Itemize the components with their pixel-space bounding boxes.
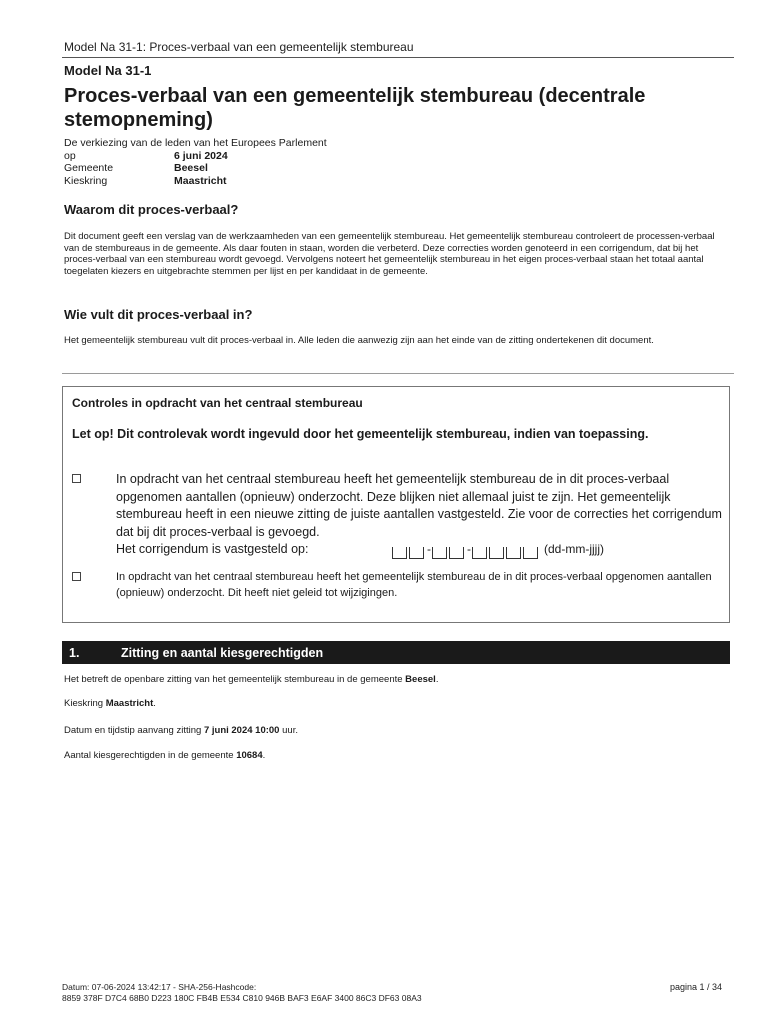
- municipality-value: Beesel: [405, 674, 436, 685]
- model-label: Model Na 31-1: [64, 63, 152, 78]
- kieskring-line: [64, 698, 156, 709]
- page-title: Proces-verbaal van een gemeentelijk stembureau (decentrale stemopneming): [64, 85, 646, 131]
- kieskring-value: Maastricht: [105, 698, 154, 709]
- running-header: Model Na 31-1: Proces-verbaal van een gemeentelijk stembureau: [64, 40, 414, 54]
- line-text: .: [153, 698, 156, 709]
- page-number: pagina 1 / 34: [669, 982, 722, 992]
- meta-value: Maastricht: [174, 174, 227, 187]
- date-digit-cell[interactable]: [472, 547, 487, 559]
- line-text: .: [262, 750, 266, 761]
- footer-hash: [62, 982, 422, 1004]
- line-text: Aantal kiesgerechtigden in de gemeente: [64, 750, 237, 761]
- date-digit-cell[interactable]: [489, 547, 504, 559]
- line-text: Datum en tijdstip aanvang zitting: [64, 725, 204, 736]
- line-text: Kieskring: [64, 698, 106, 709]
- section-divider: [62, 373, 734, 374]
- control-option-no-changes[interactable]: [72, 569, 722, 601]
- session-municipality-line: [64, 674, 438, 685]
- option-checkbox[interactable]: [72, 474, 81, 483]
- corrigendum-date-input[interactable]: [392, 541, 604, 559]
- date-separator: -: [427, 542, 431, 557]
- who-text: Het gemeentelijk stembureau vult dit proces-verbaal in. Alle leden die aanwezig zijn aan het einde van de zitting ondertekenen dit document.: [64, 335, 654, 346]
- date-digit-cell[interactable]: [432, 547, 447, 559]
- corrigendum-date-label: Het corrigendum is vastgesteld op:: [116, 542, 309, 557]
- section-number: 1.: [69, 645, 80, 660]
- date-digit-cell[interactable]: [506, 547, 521, 559]
- option-text: In opdracht van het centraal stembureau heeft het gemeentelijk stembureau de in dit proces-verbaal opgenomen aantallen (opnieuw) onderzocht. Dit heeft niet geleid tot wijzigingen.: [116, 571, 712, 599]
- corrigendum-date-line: [116, 541, 722, 559]
- who-heading: Wie vult dit proces-verbaal in?: [64, 307, 253, 322]
- date-format-hint: (dd-mm-jjjj): [544, 542, 604, 557]
- meta-value: Beesel: [174, 162, 208, 174]
- election-meta: [64, 137, 327, 187]
- line-text: .: [435, 674, 439, 685]
- meta-row-gemeente: [64, 162, 327, 175]
- option-checkbox[interactable]: [72, 572, 81, 581]
- footer-hash-code: 8859 378F D7C4 68B0 D223 180C FB4B E534 C810 946B BAF3 E6AF 3400 86C3 DF63 08A3: [62, 993, 422, 1003]
- option-text: In opdracht van het centraal stembureau heeft het gemeentelijk stembureau de in dit proces-verbaal opgenomen aantallen (opnieuw) onderzocht. Deze blijken niet allemaal juist te zijn. Het gemeentelijk stembureau heeft in een nieuwe zitting de juiste aantallen vastgesteld. Zie voor de correcties het corrigendum dat bij dit proces-verbaal is gevoegd.: [116, 472, 722, 539]
- meta-row-date: [64, 150, 327, 163]
- section-1-header: [62, 641, 730, 664]
- control-option-corrected[interactable]: [72, 471, 722, 559]
- meta-label: Kieskring: [64, 174, 108, 187]
- session-start-value: 7 juni 2024 10:00: [203, 725, 280, 736]
- meta-label: op: [64, 149, 76, 162]
- why-heading: Waarom dit proces-verbaal?: [64, 202, 239, 217]
- date-separator: -: [467, 542, 471, 557]
- election-name: De verkiezing van de leden van het Europees Parlement: [64, 137, 327, 149]
- eligible-voters-value: 10684: [236, 750, 263, 761]
- meta-row-kieskring: [64, 175, 327, 188]
- why-text: Dit document geeft een verslag van de werkzaamheden van een gemeentelijk stembureau. Het gemeentelijk stembureau controleert de processen-verbaal van de stembureaus in de gemeente. Als daar fouten in staan, worden die verbeterd. Deze correcties worden genoteerd in een corrigendum, dat bij het proces-verbaal van een stembureau wordt gevoegd. Vervolgens noteert het gemeentelijk stembureau in het eigen proces-verbaal staan het totaal aantal toegelaten kiezers en uitgebrachte stemmen per lijst en per kandidaat in de gemeente.: [64, 231, 715, 277]
- footer-date-line: Datum: 07-06-2024 13:42:17 - SHA-256-Hashcode:: [62, 982, 257, 992]
- meta-value: 6 juni 2024: [174, 149, 228, 162]
- control-box: [62, 386, 730, 623]
- date-digit-cell[interactable]: [409, 547, 424, 559]
- date-digit-cell[interactable]: [392, 547, 407, 559]
- control-box-title: Controles in opdracht van het centraal stembureau: [72, 396, 363, 410]
- date-digit-cell[interactable]: [449, 547, 464, 559]
- meta-label: Gemeente: [64, 162, 114, 174]
- session-start-line: [64, 725, 298, 736]
- section-title: Zitting en aantal kiesgerechtigden: [121, 645, 324, 660]
- date-digit-cell[interactable]: [523, 547, 538, 559]
- eligible-voters-line: [64, 750, 265, 761]
- header-divider: [62, 57, 734, 58]
- line-text: Het betreft de openbare zitting van het gemeentelijk stembureau in de gemeente: [64, 674, 406, 685]
- line-text: uur.: [279, 725, 298, 736]
- control-warning: Let op! Dit controlevak wordt ingevuld door het gemeentelijk stembureau, indien van toepassing.: [72, 427, 649, 441]
